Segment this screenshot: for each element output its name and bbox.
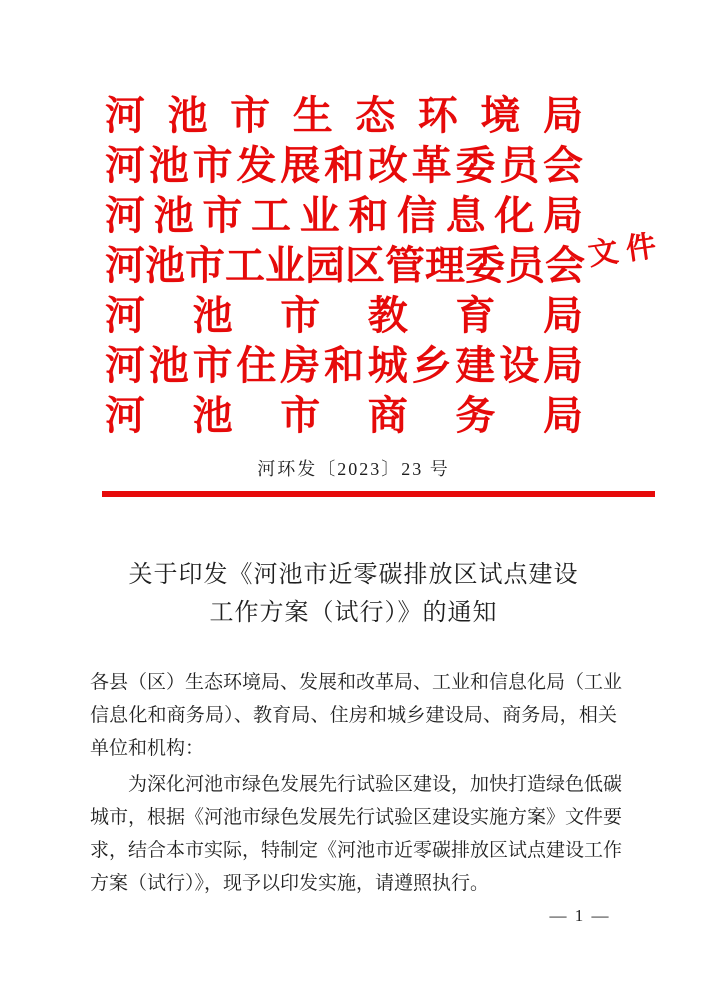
letterhead: [105, 92, 583, 442]
agency-name-housing-construction: 河池市住房和城乡建设局: [105, 343, 583, 388]
agency-name-development-reform: 河池市发展和改革委员会: [105, 143, 583, 188]
page-number: — 1 —: [549, 906, 611, 925]
body-line: 为深化河池市绿色发展先行试验区建设，加快打造绿色低碳: [128, 774, 623, 795]
agency-name-industrial-park: 河池市工业园区管理委员会: [105, 243, 585, 288]
document-title: [0, 556, 707, 632]
agency-name-industry-information: 河池市工业和信息化局: [105, 193, 583, 238]
body-line: 城市，根据《河池市绿色发展先行试验区建设实施方案》文件要: [90, 807, 623, 828]
body-line: 求，结合本市实际，特制定《河池市近零碳排放区试点建设工作: [90, 840, 623, 861]
body-line: 方案（试行）》，现予以印发实施，请遵照执行。: [90, 873, 490, 894]
body-line: 单位和机构：: [90, 738, 205, 759]
document-body: [90, 666, 623, 900]
body-line: 信息化和商务局）、教育局、住房和城乡建设局、商务局，相关: [90, 705, 617, 726]
document-reference-number: 河环发〔2023〕23 号: [257, 459, 450, 479]
document-title-line-2: 工作方案（试行）》的通知: [209, 600, 498, 626]
notice-paragraph: [90, 768, 623, 900]
addressees-paragraph: [90, 666, 623, 765]
document-title-line-1: 关于印发《河池市近零碳排放区试点建设: [128, 562, 579, 588]
body-line: 各县（区）生态环境局、发展和改革局、工业和信息化局（工业: [90, 672, 623, 693]
red-divider-line: [102, 491, 655, 497]
document-type-label: 文件: [586, 228, 667, 272]
agency-name-education: 河池市教育局: [105, 293, 583, 338]
agency-name-ecology-environment: 河池市生态环境局: [105, 93, 583, 138]
agency-name-commerce: 河池市商务局: [105, 393, 583, 438]
